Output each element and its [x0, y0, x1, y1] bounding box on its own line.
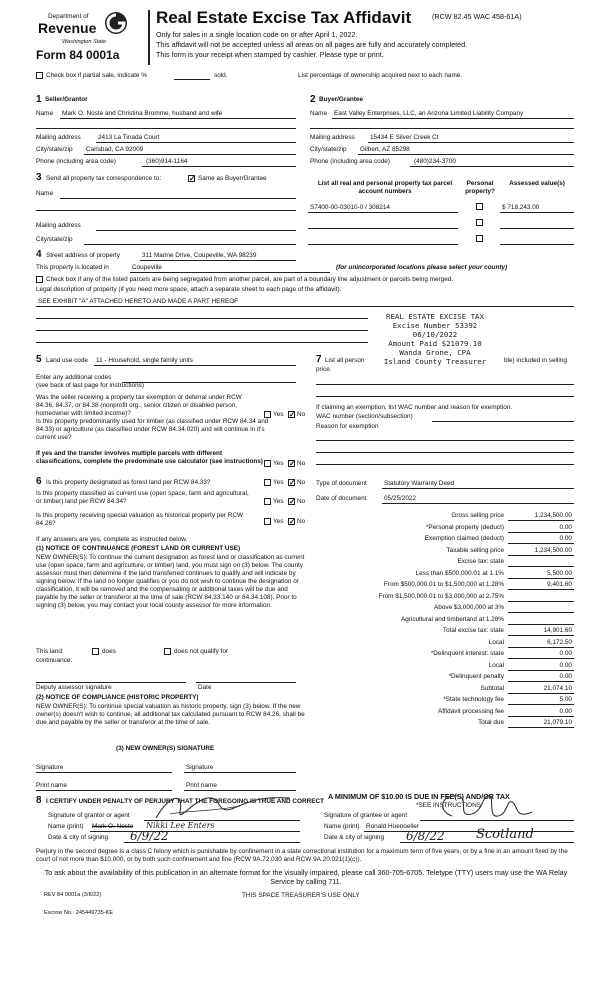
does-not-qualify-checkbox[interactable] — [164, 648, 171, 655]
notice-continuance-title: (1) NOTICE OF CONTINUANCE (FOREST LAND OR CURRENT USE) — [36, 545, 241, 552]
any-yes-note: If any answers are yes, complete as instructed below. — [36, 536, 188, 543]
tax-row-label: *Delinquent interest: state — [430, 650, 504, 657]
tax-row-label: *Personal property (deduct) — [425, 523, 504, 531]
tax-row-value[interactable]: 14,901.60 — [543, 627, 572, 634]
stamp-line-3: 06/10/2022 — [412, 330, 458, 339]
notice-compliance-body: NEW OWNER(S): To continue special valuation as historic property, sign (3) below. If the new owner(s) doesn't wish to continue, all additional tax calculated pursuant to RCW 84.26, shall be due and payable by the seller or transferor at the time of sale. — [36, 703, 305, 726]
section8-number: 8 — [36, 795, 42, 806]
stamp-line-5: Wanda Grone, CPA — [399, 348, 471, 357]
s6-q3-yes: Yes — [273, 518, 284, 525]
see-instructions-note: *SEE INSTRUCTIONS — [416, 802, 481, 809]
s6-q2-yes-checkbox[interactable] — [264, 498, 271, 505]
parcel-col-header: List all real and personal property tax parcel account numbers — [317, 180, 453, 195]
buyer-phone-field[interactable]: (480)234-3700 — [414, 158, 456, 165]
s6-q1-yes-checkbox[interactable] — [264, 479, 271, 486]
street-field[interactable]: 311 Marine Drive, Coupeville, WA 98239 — [142, 252, 257, 259]
located-field[interactable]: Coupeville — [132, 264, 162, 271]
s6-q2-no: No — [297, 498, 306, 505]
additional-codes-note: (see back of last page for instructions) — [36, 382, 144, 389]
stamp-line-2: Excise Number 53392 — [392, 321, 478, 330]
personal-property-checkbox-2[interactable] — [476, 219, 483, 226]
tax-row-label: Subtotal — [480, 684, 504, 692]
grantor-signature-label: Signature of grantor or agent — [48, 812, 130, 819]
segregated-label: Check box if any of the listed parcels are being segregated from another parcel, are part of a boundary line adjustment or parcels being merged. — [46, 276, 454, 283]
availability-notice: To ask about the availability of this publication in an alternate format for the visually impaired, please call 360-705-6705. Teletype (TTY) users may use the WA Relay Service by calling 711. — [44, 868, 568, 886]
personal-property-list-label-c: price. — [316, 366, 332, 373]
grantor-date-label: Date & city of signing — [48, 834, 109, 841]
grantor-date-field[interactable]: 6/9/22 — [130, 829, 169, 843]
certify-statement: I CERTIFY UNDER PENALTY OF PERJURY THAT THE FOREGOING IS TRUE AND CORRECT — [46, 798, 325, 805]
partial-sale-checkbox[interactable] — [36, 72, 43, 79]
stamp-line-1: REAL ESTATE EXCISE TAX — [386, 312, 484, 321]
personal-property-checkbox-1[interactable] — [476, 203, 483, 210]
document-date-label: Date of document — [316, 495, 367, 502]
section7-number: 7 — [316, 354, 322, 365]
perjury-text: Perjury in the second degree is a class C felony which is punishable by confinement in a state correctional institution for a maximum term of five years, or by a fine in an amount fixed by the court of not more than $10,000, or by both such confinement and fine (RCW 9A.72.030 and RCW 9A.20.021(1)(c)). — [36, 848, 568, 863]
treasurer-stamp — [370, 312, 500, 366]
minimum-due-note: A MINIMUM OF $10.00 IS DUE IN FEE(S) AND/OR TAX — [328, 792, 510, 801]
tax-row-label: Excise tax: state — [457, 558, 504, 565]
same-as-buyer-checkbox[interactable] — [188, 175, 195, 182]
buyer-phone-label: Phone (including area code) — [310, 158, 390, 165]
tax-row-value[interactable]: 21,079.10 — [543, 719, 572, 726]
section3-number: 3 — [36, 172, 42, 183]
wac-label: WAC number (section/subsection) — [316, 413, 413, 420]
document-type-label: Type of document — [316, 480, 367, 487]
grantor-name-label: Name (print) — [48, 823, 84, 830]
header-note-2: This affidavit will not be accepted unless all areas on all pages are fully and accurately completed. — [156, 40, 468, 49]
s6-q3-yes-checkbox[interactable] — [264, 518, 271, 525]
header-note-1: Only for sales in a single location code on or after April 1, 2022. — [156, 30, 358, 39]
personal-property-list-label: List all person — [325, 357, 365, 364]
correspondence-label: Send all property tax correspondence to: — [46, 175, 162, 182]
this-land-label: This land: — [36, 648, 64, 655]
tax-row-value[interactable]: 9,401.60 — [547, 581, 572, 588]
tax-row-label: From $1,500,000.01 to $3,000,000 at 2.75% — [378, 592, 504, 600]
tax-row-value[interactable]: 0.00 — [559, 673, 572, 680]
buyer-address-label: Mailing address — [310, 134, 355, 141]
section6-number: 6 — [36, 476, 42, 487]
print-name-label-1: Print name — [36, 782, 67, 789]
new-owner-signature-title: (3) NEW OWNER(S) SIGNATURE — [116, 745, 215, 752]
print-name-label-2: Print name — [186, 782, 217, 789]
tax-exemption-question: Was the seller receiving a property tax exemption or deferral under RCW 84.36, 84.37, or 84.38 (nonprofit org., senior citizen or disabled person, homeowner with limited income)? — [36, 394, 242, 417]
does-qualify-checkbox[interactable] — [92, 648, 99, 655]
correspondence-name-label: Name — [36, 190, 54, 197]
tax-row-label: Exemption claimed (deduct) — [424, 535, 504, 542]
tax-row-value[interactable]: 0.00 — [559, 650, 572, 657]
seller-address-field[interactable]: 2413 La Tinada Court — [98, 134, 160, 141]
dept-line3: Washington State — [62, 39, 107, 45]
tax-row-value[interactable]: 1,234,500.00 — [534, 512, 572, 519]
stamp-line-6: Island County Treasurer — [383, 357, 487, 366]
deputy-signature-label: Deputy assessor signature — [36, 684, 112, 691]
buyer-heading-number: 2 — [310, 94, 316, 105]
section4-number: 4 — [36, 249, 42, 260]
assessed-value-header: Assessed value(s) — [509, 180, 565, 187]
exemption-label: If claiming an exemption, list WAC number and reason for exemption. — [316, 404, 513, 411]
q2-no-checkbox[interactable] — [288, 460, 295, 467]
timber-question: Is this property predominantly used for timber (as classified under RCW 84.34 and 84.33) or agriculture (as classified under RCW 84.34.020) and will continue in it's current use? — [36, 418, 269, 441]
legal-description-label: Legal description of property (if you need more space, attach a separate sheet to each page of the affidavit). — [36, 286, 342, 293]
new-owner-signature-label-1: Signature — [36, 764, 64, 771]
notice-compliance-title: (2) NOTICE OF COMPLIANCE (HISTORIC PROPERTY) — [36, 694, 199, 701]
grantor-name-struck: Mark O. Noste — [92, 823, 134, 830]
seller-city-label: City/state/zip — [36, 146, 73, 153]
tax-row-value[interactable]: 0.00 — [559, 661, 572, 669]
located-label: This property is located in — [36, 264, 109, 271]
personal-property-list-label-b: ble) included in selling — [504, 357, 567, 364]
q1-yes-checkbox[interactable] — [264, 411, 271, 418]
seller-city-field[interactable]: Carlsbad, CA 92009 — [86, 146, 144, 153]
does-qualify-label: does — [102, 648, 116, 655]
grantee-date-label: Date & city of signing — [324, 834, 385, 841]
correspondence-address-label: Mailing address — [36, 222, 81, 229]
buyer-city-field[interactable]: Gilbert, AZ 85298 — [360, 146, 410, 153]
buyer-name-label: Name — [310, 110, 328, 117]
tax-row-label: From $500,000.01 to $1,500,000 at 1.28% — [383, 581, 504, 588]
tax-row-value[interactable]: 21,074.10 — [543, 684, 572, 692]
tax-row-label: Gross selling price — [451, 512, 504, 519]
treasurer-use-note: THIS SPACE TREASURER'S USE ONLY — [242, 892, 360, 899]
grantee-city-field[interactable]: Scotland — [476, 827, 534, 842]
notice-continuance-body: NEW OWNER(S): To continue the current designation as forest land or classification as current use (open space, farm and agriculture, or timber) land, you must sign on (3) below. The county assessor must then determine if the land transferred continues to qualify and will indicate by signing below. If the land no longer qualifies or you do not wish to continue the designation or classification, it will be removed and the compensating or additional taxes will be due and payable by the seller or transferor at the time of sale (RCW 84.33.140 or 84.34.108). Prior to signing (3) below, you may contact your local county assessor for more information. — [36, 554, 305, 609]
perjury-notice — [36, 848, 576, 864]
tax-row-value[interactable]: 6,172.50 — [547, 638, 572, 646]
s6-q1-no: No — [297, 479, 306, 486]
land-use-field[interactable]: 11 - Household, single family units — [96, 357, 193, 364]
buyer-address-field[interactable]: 15434 E Silver Creek Ct — [370, 134, 439, 141]
parcel-number-field[interactable]: S7400-00-03010-0 / 308214 — [310, 204, 390, 211]
tax-row-label: Affidavit processing fee — [438, 707, 504, 715]
predominate-use-note: If yes and the transfer involves multiple parcels with different classifications, complete the predominate use calculator (see instructions) — [36, 450, 263, 465]
seller-heading: Seller/Grantor — [45, 96, 88, 103]
grantee-name-field[interactable]: Ronald Huenoeller — [366, 823, 419, 830]
seller-phone-field[interactable]: (360)914-1164 — [146, 158, 188, 165]
continuance-label: continuance. — [36, 657, 73, 664]
tax-row-label: Agricultural and timberland at 1.28% — [400, 615, 504, 623]
new-owner-signature-label-2: Signature — [186, 764, 214, 771]
revision-number: REV 84 0001a (3/8/22) — [44, 892, 102, 898]
does-not-qualify-label: does not qualify for — [174, 648, 228, 655]
tax-row-label: Local — [488, 661, 504, 669]
tax-row-value[interactable]: 0.00 — [559, 707, 572, 715]
personal-property-header: Personal property? — [465, 180, 495, 195]
tax-row-label: Total due — [478, 719, 504, 726]
historic-question: Is this property receiving special valuation as historical property per RCW 84.26? — [36, 512, 244, 527]
tax-row-value[interactable]: 5.00 — [559, 696, 572, 703]
grantee-signature — [432, 790, 542, 826]
section5-number: 5 — [36, 354, 42, 365]
tax-row-label: Total excise tax: state — [442, 627, 504, 634]
tax-row-label: Above $3,000,000 at 3% — [434, 604, 504, 611]
q2-yes-checkbox[interactable] — [264, 460, 271, 467]
q1-no-checkbox[interactable] — [288, 411, 295, 418]
partial-sale-sold: sold. — [214, 72, 228, 79]
correspondence-city-label: City/state/zip — [36, 236, 73, 243]
same-as-buyer-label: Same as Buyer/Grantee — [198, 175, 267, 182]
tax-row-label: *Delinquent penalty — [448, 673, 504, 680]
form-number: Form 84 0001a — [36, 48, 120, 62]
q1-yes-label: Yes — [273, 411, 284, 418]
q2-yes-label: Yes — [273, 460, 284, 467]
seller-name-field[interactable]: Mark O. Noste and Christina Bromme, husband and wife — [62, 110, 223, 117]
personal-property-checkbox-3[interactable] — [476, 235, 483, 242]
document-date-field[interactable]: 05/25/2022 — [384, 495, 416, 502]
s6-q2-yes: Yes — [273, 498, 284, 505]
s6-q3-no-checkbox[interactable] — [288, 518, 295, 525]
tax-row-label: Taxable selling price — [446, 546, 504, 554]
forest-land-question: Is this property designated as forest land per RCW 84.33? — [46, 479, 211, 486]
reason-label: Reason for exemption — [316, 423, 379, 430]
buyer-city-label: City/state/zip — [310, 146, 347, 153]
assessed-value-field[interactable]: $ 718,243.00 — [502, 204, 540, 211]
header-note-3: This form is your receipt when stamped by cashier. Please type or print. — [156, 50, 384, 59]
legal-description-field[interactable]: SEE EXHIBIT "A" ATTACHED HERETO AND MADE A PART HEREOF — [38, 298, 239, 305]
segregated-checkbox[interactable] — [36, 276, 43, 283]
additional-codes-label: Enter any additional codes — [36, 374, 112, 381]
tax-row-label: *State technology fee — [443, 696, 504, 703]
tax-row-value[interactable]: 0.00 — [559, 535, 572, 542]
street-label: Street address of property — [46, 252, 120, 259]
partial-sale-label: Check box if partial sale, indicate % — [46, 72, 147, 79]
tax-row-value[interactable]: 1,234,500.00 — [534, 546, 572, 554]
grantee-name-label: Name (print) — [324, 823, 360, 830]
buyer-heading: Buyer/Grantee — [319, 96, 364, 103]
s6-q1-no-checkbox[interactable] — [288, 479, 295, 486]
seller-name-label: Name — [36, 110, 54, 117]
document-type-field[interactable]: Statutory Warranty Deed — [384, 480, 455, 487]
s6-q1-yes: Yes — [273, 479, 284, 486]
form-title: Real Estate Excise Tax Affidavit — [156, 8, 412, 27]
dept-line2: Revenue — [38, 20, 97, 36]
tax-row-label: Local — [488, 638, 504, 646]
escrow-number: Escrow No.: 245449735-KE — [44, 910, 114, 916]
s6-q2-no-checkbox[interactable] — [288, 498, 295, 505]
tax-row-value[interactable]: 5,500.00 — [547, 569, 572, 577]
q2-no-label: No — [297, 460, 306, 467]
tax-row-value[interactable]: 0.00 — [559, 523, 572, 531]
stamp-line-4: Amount Paid $21079.10 — [388, 339, 482, 348]
rcw-reference: (RCW 82.45 WAC 458-61A) — [432, 12, 522, 21]
grantee-signature-label: Signature of grantee or agent — [324, 812, 408, 819]
grantee-date-field[interactable]: 6/8/22 — [406, 829, 445, 843]
ownership-note: List percentage of ownership acquired next to each name. — [298, 72, 463, 79]
located-note: (for unincorporated locations please select your county) — [336, 264, 508, 271]
dept-line1: Department of — [48, 13, 89, 20]
deputy-date-label: Date — [198, 684, 212, 691]
department-of-revenue-logo — [104, 10, 128, 36]
current-use-question: Is this property classified as current use (open space, farm and agricultural, or timber) land per RCW 84.34? — [36, 490, 249, 505]
land-use-label: Land use code — [46, 357, 88, 364]
seller-address-label: Mailing address — [36, 134, 81, 141]
seller-phone-label: Phone (including area code) — [36, 158, 116, 165]
grantor-name-field[interactable]: Nikki Lee Enters — [146, 821, 215, 830]
seller-heading-number: 1 — [36, 94, 42, 105]
tax-row-label: Less than $500,000.01 at 1.1% — [415, 569, 504, 577]
q1-no-label: No — [297, 411, 306, 418]
s6-q3-no: No — [297, 518, 306, 525]
buyer-name-field[interactable]: East Valley Enterprises, LLC, an Arizona Limited Liability Company — [334, 110, 524, 117]
